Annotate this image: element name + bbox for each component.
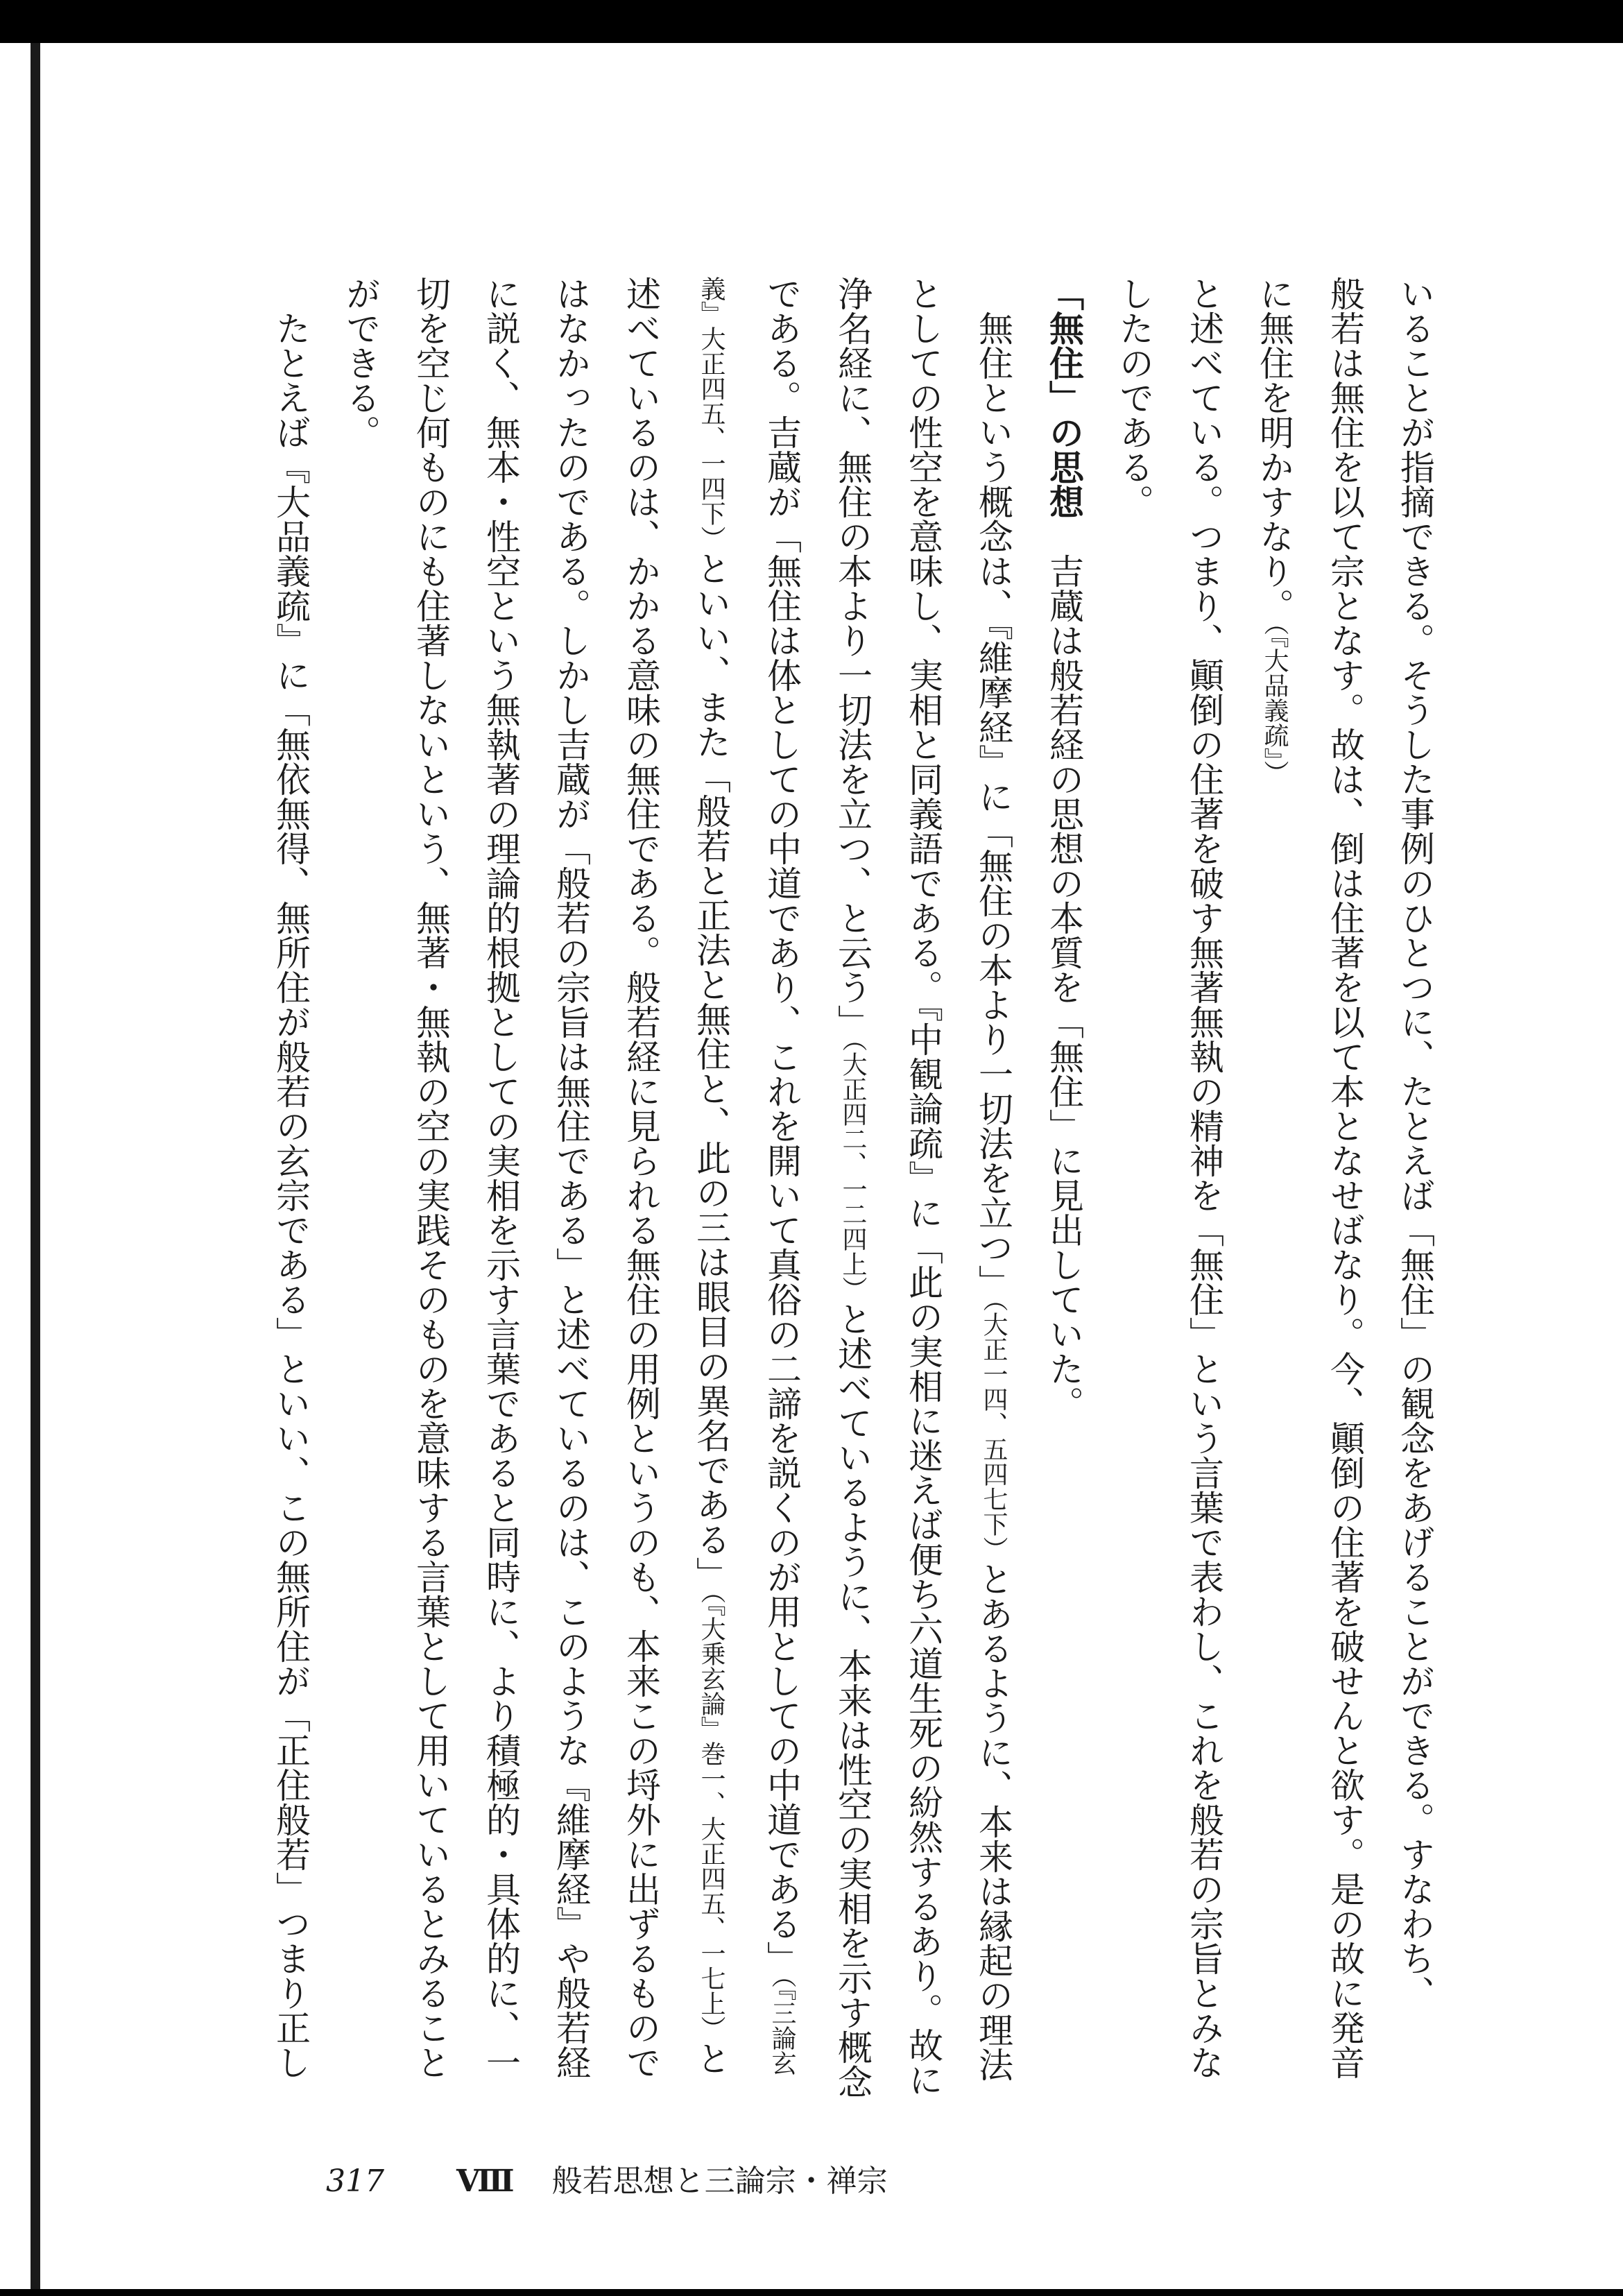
paragraph	[255, 276, 325, 2107]
chapter-title: 般若思想と三論宗・禅宗	[551, 2164, 888, 2199]
text-line: とあるように、本来は縁起の理法としての性空を意味し、実相と同義語である。『中観論疏』に「此の実相に迷えば便ち六道生死の紛然するあり。故に浄名経に、無住の本より一切法を立つ、と云う」	[832, 276, 1013, 2097]
citation-note: （大正一四、五四七下）	[979, 1299, 1008, 1561]
text-line: たとえば『大品義疏』に「無依無得、無所住が般若の玄宗である」といい、この無所住が「正住般若」つまり正し	[270, 311, 311, 2080]
page-number: 317	[326, 2164, 384, 2199]
chapter-number: Ⅷ	[456, 2164, 515, 2199]
text-line: いることが指摘できる。そうした事例のひとつに、たとえば「無住」の観念をあげることができる。	[1395, 276, 1435, 1837]
text-line: すなわち、	[1395, 1837, 1435, 2010]
citation-note: （『大乗玄論』巻一、大正四五、一七上）	[697, 1591, 725, 2041]
quote-text: 般若は無住を以て宗となす。故は、倒は住著を以て本となせばなり。今、顚倒の住著を破せんと欲す。是の故に発音に無住を明かすなり。	[1254, 276, 1365, 2080]
text-line: といい、また「般若と正法と無住と、此の三は眼目の異名である」	[691, 551, 731, 1591]
paragraph-continued	[1380, 276, 1450, 2107]
text-line: 無住という概念は、『維摩経』に「無住の本より一切法を立つ」	[973, 311, 1013, 1299]
paragraph	[325, 276, 1029, 2107]
text-line: と述べている。つまり、顚倒の住著を破す無著無執の精神を「無住」という言葉で表わし、これを般若の宗旨とみなしたのである。	[1114, 276, 1224, 2080]
section-paragraph	[1029, 276, 1099, 2107]
citation-note: （大正四二、一二四上）	[839, 1039, 867, 1301]
page-footer	[326, 2156, 888, 2200]
scan-margin-left	[0, 43, 31, 2296]
text-line: 吉蔵は般若経の思想の本質を「無住」に見出していた。	[1044, 554, 1084, 1421]
text-line: と述べているのは、かかる意味の無住である。般若経に見られる無住の用例というのも、本来この埒外に出ずるものではなかったのである。しかし吉蔵が「般若の宗旨は無住である」と述べているのは、このような『維摩経』や般若経に説く、無本・性空という無執著の理論的根拠としての実相を示す言葉であると同時に、より積極的・具体的に、一切を空じ何ものにも住著しないという、無著・無執の空の実践そのものを意味する言葉として用いているとみることができる。	[341, 276, 731, 2080]
scan-border-left	[31, 43, 40, 2296]
vertical-body-text	[180, 276, 1450, 2107]
scan-border-bottom	[0, 2289, 1623, 2296]
text-line: と述べているように、本来は性空の実相を示す概念である。吉蔵が「無住は体としての中道であり、これを開いて真俗の二諦を説くのが用としての中道である」	[762, 276, 873, 2099]
paragraph	[1099, 276, 1239, 2107]
section-heading: 「無住」の思想	[1044, 276, 1084, 519]
scan-border-top	[0, 0, 1623, 43]
quote-source: （『大品義疏』）	[1260, 623, 1289, 785]
block-quote	[1239, 276, 1380, 2107]
citation-note: （『三論玄義』大正四五、一四下）	[697, 276, 796, 2075]
